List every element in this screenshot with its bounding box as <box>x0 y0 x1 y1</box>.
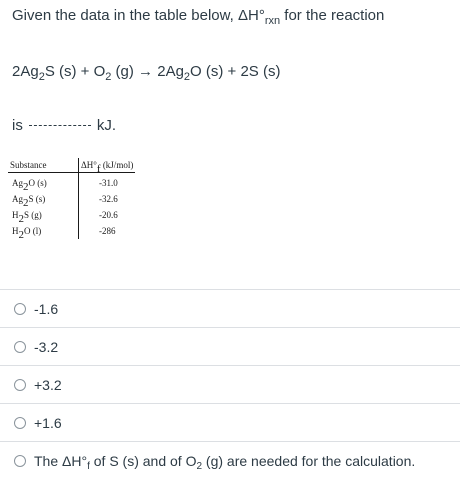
answer-option-3[interactable]: +3.2 <box>0 365 460 403</box>
answer-option-1[interactable]: -1.6 <box>0 289 460 327</box>
table-cell-substance: $Ag_2O$ (s) <box>8 173 79 192</box>
answer-blank-line <box>12 116 116 136</box>
radio-button[interactable] <box>14 379 26 391</box>
table-cell-value: -286 <box>99 226 116 236</box>
table-cell-substance: $H_2O$ (l) <box>8 223 79 239</box>
radio-button[interactable] <box>14 455 26 467</box>
table-cell-value: -31.0 <box>99 178 118 188</box>
radio-button[interactable] <box>14 303 26 315</box>
enthalpy-data-table <box>8 158 135 239</box>
table-header-enthalpy: $\Delta H^\circ_f$ (kJ/mol) <box>79 158 136 173</box>
answer-option-5-label: The $\Delta H^\circ_f$ of S (s) and of $O_2$ (g) are needed for the calculation. <box>34 452 416 472</box>
answer-option-4[interactable]: +1.6 <box>0 403 460 441</box>
table-row <box>8 191 135 207</box>
unit-label: kJ. <box>96 117 117 134</box>
table-cell-substance: $Ag_2S$ (s) <box>8 191 79 207</box>
answer-blank <box>29 125 91 126</box>
question-line-1: Given the data in the table below, $\Delta H^\circ_{rxn}$ for the reaction <box>12 7 385 27</box>
radio-button[interactable] <box>14 341 26 353</box>
table-cell-value: -20.6 <box>99 210 118 220</box>
reaction-equation: $2Ag_2S$ $(s) + O_2$ $(g) \to 2Ag_2O$ (s) + 2S (s) <box>12 63 281 83</box>
table-cell-substance: $H_2S$ (g) <box>8 207 79 223</box>
answer-options <box>0 289 460 479</box>
radio-button[interactable] <box>14 417 26 429</box>
answer-option-5[interactable] <box>0 441 460 479</box>
table-row <box>8 207 135 223</box>
table-header-substance: Substance <box>8 158 79 173</box>
table-row <box>8 173 135 192</box>
table-header-row <box>8 158 135 173</box>
is-label: is <box>12 117 23 134</box>
answer-option-2[interactable]: -3.2 <box>0 327 460 365</box>
table-row <box>8 223 135 239</box>
table-cell-value: -32.6 <box>99 194 118 204</box>
